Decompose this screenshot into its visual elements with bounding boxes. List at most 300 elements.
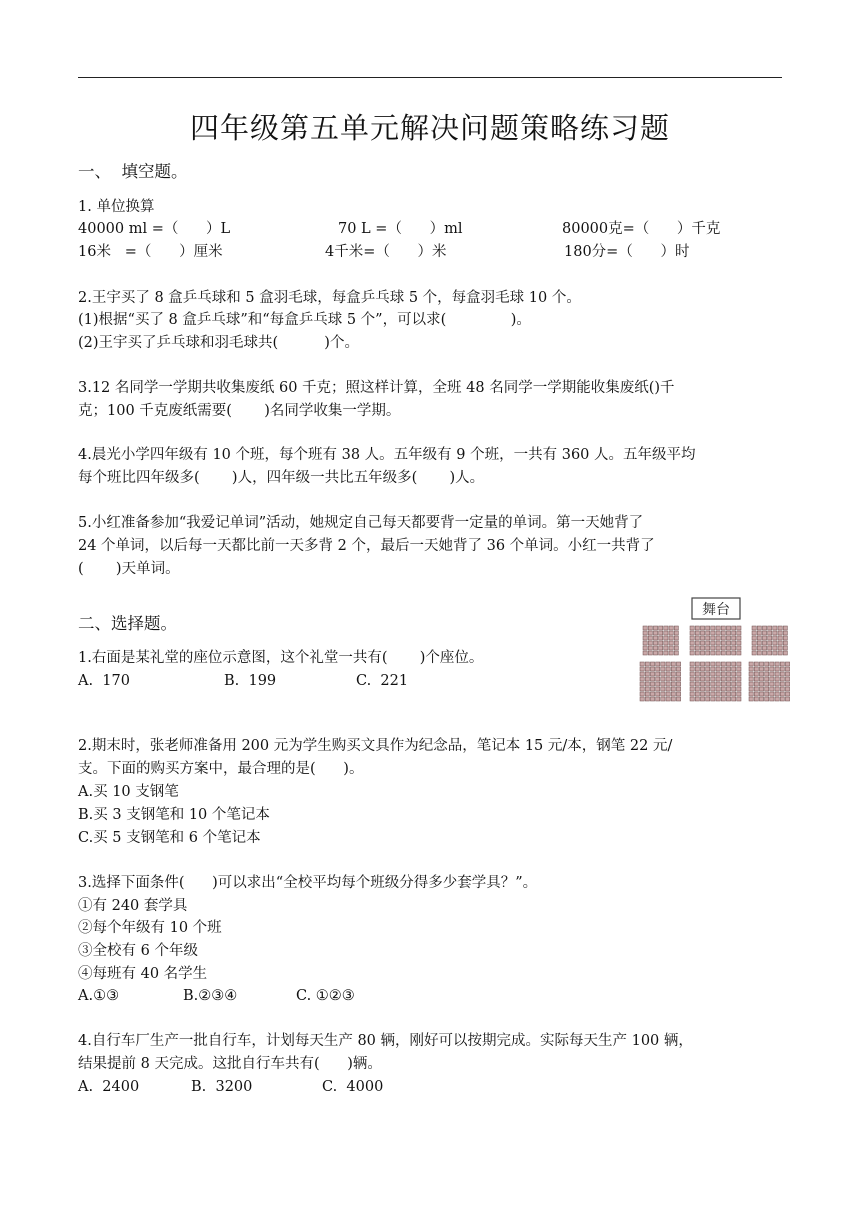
seat (773, 651, 777, 655)
seat (695, 636, 699, 640)
seat (659, 636, 663, 640)
seat (762, 641, 766, 645)
seat (645, 662, 649, 666)
seat (676, 697, 680, 701)
seat (775, 662, 779, 666)
seat (765, 672, 769, 676)
seat (768, 651, 772, 655)
seat (640, 692, 644, 696)
seat (671, 677, 675, 681)
seat (706, 687, 710, 691)
s2-q1-option-a: A. 170 (78, 673, 130, 689)
seat (666, 667, 670, 671)
seat (666, 692, 670, 696)
seat (770, 677, 774, 681)
seat (659, 626, 663, 630)
seat (775, 677, 779, 681)
seat (695, 677, 699, 681)
seat (711, 631, 715, 635)
seat (695, 667, 699, 671)
seat (721, 641, 725, 645)
seat (674, 631, 678, 635)
seat (645, 682, 649, 686)
seat (737, 626, 741, 630)
s2-q2-option-b: B.买 3 支钢笔和 10 个笔记本 (78, 807, 270, 823)
seat (721, 682, 725, 686)
seat (706, 672, 710, 676)
q3-line1: 3.12 名同学一学期共收集废纸 60 千克；照这样计算，全班 48 名同学一学期能收集废纸()千 (78, 380, 675, 396)
seat (721, 651, 725, 655)
seat (643, 641, 647, 645)
seat (676, 662, 680, 666)
seat (780, 697, 784, 701)
seat (726, 631, 730, 635)
seat (783, 626, 787, 630)
seat (775, 672, 779, 676)
seat (656, 692, 660, 696)
seat (659, 651, 663, 655)
seat (669, 636, 673, 640)
section2-heading: 二、选择题。 (78, 614, 177, 633)
seat (656, 662, 660, 666)
seat (650, 662, 654, 666)
s2-q3-option-b: B.②③④ (183, 988, 238, 1004)
q1-r1-c3: 80000克=（ ）千克 (562, 221, 721, 237)
seat (732, 631, 736, 635)
seat (716, 667, 720, 671)
seat (690, 692, 694, 696)
seat (690, 697, 694, 701)
seat (726, 651, 730, 655)
q1-r2-c2: 4千米=（ ）米 (325, 244, 447, 260)
seat (645, 687, 649, 691)
seat (785, 687, 789, 691)
seat (773, 631, 777, 635)
seat (711, 646, 715, 650)
seat (645, 667, 649, 671)
s2-q3-cond1: ①有 240 套学具 (78, 898, 188, 914)
seat (661, 692, 665, 696)
seat (770, 667, 774, 671)
seat (732, 662, 736, 666)
seat (690, 651, 694, 655)
seat (778, 631, 782, 635)
seat (653, 636, 657, 640)
seat (711, 651, 715, 655)
seat (700, 667, 704, 671)
seat (640, 672, 644, 676)
seat (721, 677, 725, 681)
seat (716, 631, 720, 635)
s2-q3-option-a: A.①③ (78, 988, 120, 1004)
s2-q4-option-a: A. 2400 (78, 1079, 140, 1095)
seat (757, 646, 761, 650)
seat (726, 667, 730, 671)
q4-line2: 每个班比四年级多( )人，四年级一共比五年级多( )人。 (78, 470, 485, 486)
seat (759, 672, 763, 676)
seat (671, 672, 675, 676)
seat (726, 677, 730, 681)
seat (716, 636, 720, 640)
seat (721, 662, 725, 666)
seat (700, 631, 704, 635)
seat (716, 677, 720, 681)
seat (650, 687, 654, 691)
seat (666, 682, 670, 686)
seat (650, 677, 654, 681)
seat (671, 667, 675, 671)
seat (759, 662, 763, 666)
seat (700, 697, 704, 701)
seat (643, 651, 647, 655)
seat (726, 646, 730, 650)
seat (676, 687, 680, 691)
seat (643, 626, 647, 630)
seat (780, 667, 784, 671)
seat (706, 667, 710, 671)
seat (706, 677, 710, 681)
seat (778, 641, 782, 645)
seat (785, 667, 789, 671)
seat (721, 636, 725, 640)
seat (783, 651, 787, 655)
seat (640, 667, 644, 671)
seat (765, 667, 769, 671)
seat (757, 651, 761, 655)
seat (690, 662, 694, 666)
seat (732, 677, 736, 681)
seat (711, 636, 715, 640)
seat (783, 641, 787, 645)
seat (716, 692, 720, 696)
seat (690, 682, 694, 686)
seat (770, 687, 774, 691)
seat (754, 697, 758, 701)
seat (695, 697, 699, 701)
seat (737, 651, 741, 655)
seat (721, 631, 725, 635)
q1-r2-c3: 180分=（ ）时 (564, 244, 690, 260)
seat (778, 626, 782, 630)
seat (645, 672, 649, 676)
seat (757, 631, 761, 635)
seat (716, 641, 720, 645)
seat (726, 692, 730, 696)
seat (754, 677, 758, 681)
seat (648, 641, 652, 645)
seat (690, 641, 694, 645)
seat (770, 662, 774, 666)
seat (648, 651, 652, 655)
top-rule (78, 77, 782, 78)
seat (695, 651, 699, 655)
seat (700, 672, 704, 676)
seat (648, 646, 652, 650)
seat (768, 631, 772, 635)
seat (752, 626, 756, 630)
seat (700, 677, 704, 681)
seat (749, 677, 753, 681)
page-title: 四年级第五单元解决问题策略练习题 (189, 111, 670, 145)
seat (754, 667, 758, 671)
seat (671, 692, 675, 696)
seat (721, 697, 725, 701)
seat (656, 677, 660, 681)
seat (664, 646, 668, 650)
seat (661, 672, 665, 676)
seat (690, 631, 694, 635)
seat (765, 662, 769, 666)
seat (775, 692, 779, 696)
seat (690, 646, 694, 650)
seat (653, 646, 657, 650)
seat (695, 646, 699, 650)
seat (650, 667, 654, 671)
seat (643, 636, 647, 640)
s2-q2-line1: 2.期末时，张老师准备用 200 元为学生购买文具作为纪念品，笔记本 15 元/本，钢笔 22 元/ (78, 738, 673, 754)
seat (666, 662, 670, 666)
seat (737, 641, 741, 645)
seat (721, 692, 725, 696)
seat (711, 687, 715, 691)
s2-q4-option-c: C. 4000 (322, 1079, 384, 1095)
seat (700, 651, 704, 655)
seat (669, 646, 673, 650)
seat (785, 677, 789, 681)
seat (754, 682, 758, 686)
seat (653, 651, 657, 655)
seat (706, 646, 710, 650)
s2-q1-text: 1.右面是某礼堂的座位示意图，这个礼堂一共有( )个座位。 (78, 650, 484, 666)
seat (653, 641, 657, 645)
seat (664, 631, 668, 635)
seat (732, 682, 736, 686)
seat (669, 641, 673, 645)
seat (775, 682, 779, 686)
seat (656, 682, 660, 686)
seat (700, 682, 704, 686)
seat (695, 662, 699, 666)
seat (732, 687, 736, 691)
seat (676, 672, 680, 676)
seat (737, 692, 741, 696)
seat (716, 687, 720, 691)
seat (676, 682, 680, 686)
seat (711, 682, 715, 686)
seat (732, 692, 736, 696)
seat (780, 672, 784, 676)
seat (690, 677, 694, 681)
q5-line1: 5.小红准备参加“我爱记单词”活动，她规定自己每天都要背一定量的单词。第一天她背了 (78, 515, 644, 531)
seat (749, 687, 753, 691)
seat (676, 677, 680, 681)
seat (706, 662, 710, 666)
seat (765, 682, 769, 686)
seat (773, 626, 777, 630)
s2-q3-option-c: C. ①②③ (296, 988, 355, 1004)
seat (775, 697, 779, 701)
seat (752, 631, 756, 635)
seat (785, 662, 789, 666)
seat (640, 662, 644, 666)
s2-q2-option-c: C.买 5 支钢笔和 6 个笔记本 (78, 830, 261, 846)
seat (661, 677, 665, 681)
seat (664, 636, 668, 640)
seat (671, 697, 675, 701)
seat (659, 631, 663, 635)
seat (770, 682, 774, 686)
seat (732, 672, 736, 676)
seat (780, 682, 784, 686)
seat (765, 692, 769, 696)
seat (780, 692, 784, 696)
seat (749, 662, 753, 666)
seat (659, 641, 663, 645)
seat (770, 697, 774, 701)
seat (780, 687, 784, 691)
seat (711, 692, 715, 696)
q2-line2: (1)根据“买了 8 盒乒乓球”和“每盒乒乓球 5 个”，可以求( )。 (78, 312, 531, 328)
q2-line1: 2.王宇买了 8 盒乒乓球和 5 盒羽毛球，每盒乒乓球 5 个，每盒羽毛球 10 个。 (78, 290, 581, 306)
seat (640, 687, 644, 691)
q4-line1: 4.晨光小学四年级有 10 个班，每个班有 38 人。五年级有 9 个班，一共有 360 人。五年级平均 (78, 447, 696, 463)
seat (645, 692, 649, 696)
seat (671, 662, 675, 666)
seat (711, 662, 715, 666)
seat (759, 677, 763, 681)
seat (659, 646, 663, 650)
s2-q3-cond4: ④每班有 40 名学生 (78, 966, 208, 982)
seat (768, 641, 772, 645)
seat (732, 636, 736, 640)
seat (671, 682, 675, 686)
seat (737, 687, 741, 691)
seat (648, 631, 652, 635)
seat (716, 662, 720, 666)
seat (700, 692, 704, 696)
s2-q4-line2: 结果提前 8 天完成。这批自行车共有( )辆。 (78, 1056, 382, 1072)
seat (695, 672, 699, 676)
seat (759, 682, 763, 686)
seat (732, 641, 736, 645)
seat (711, 667, 715, 671)
seat (737, 682, 741, 686)
seat (640, 682, 644, 686)
seat (669, 631, 673, 635)
seat (706, 626, 710, 630)
seat (640, 697, 644, 701)
seat (695, 631, 699, 635)
seat (690, 672, 694, 676)
seat (732, 651, 736, 655)
seat (737, 631, 741, 635)
seat (706, 682, 710, 686)
seat (775, 667, 779, 671)
seat (754, 672, 758, 676)
seat (754, 687, 758, 691)
seat (706, 651, 710, 655)
seat (656, 697, 660, 701)
seat (732, 626, 736, 630)
seat (700, 687, 704, 691)
seat (700, 662, 704, 666)
seat (785, 682, 789, 686)
s2-q4-option-b: B. 3200 (191, 1079, 253, 1095)
seat (778, 636, 782, 640)
seat (653, 626, 657, 630)
seat (706, 636, 710, 640)
seat (765, 697, 769, 701)
seat (690, 636, 694, 640)
seat (778, 646, 782, 650)
seat (762, 646, 766, 650)
seat (645, 697, 649, 701)
seat (737, 636, 741, 640)
q1-r2-c1: 16米 =（ ）厘米 (78, 244, 223, 260)
seat (695, 682, 699, 686)
q1-head: 1. 单位换算 (78, 199, 155, 215)
seat (754, 662, 758, 666)
seat (770, 672, 774, 676)
seat (666, 677, 670, 681)
seat (759, 697, 763, 701)
seat (773, 636, 777, 640)
seat (757, 626, 761, 630)
seat (752, 651, 756, 655)
s2-q3-cond2: ②每个年级有 10 个班 (78, 920, 222, 936)
seat (661, 682, 665, 686)
s2-q2-option-a: A.买 10 支钢笔 (78, 784, 179, 800)
seat (737, 662, 741, 666)
seat (690, 667, 694, 671)
seat (785, 672, 789, 676)
s2-q2-line2: 支。下面的购买方案中，最合理的是( )。 (78, 761, 364, 777)
seat (762, 626, 766, 630)
seat (726, 626, 730, 630)
seat (669, 651, 673, 655)
seat (785, 697, 789, 701)
seat (706, 697, 710, 701)
seat (656, 667, 660, 671)
seat (726, 641, 730, 645)
seat (700, 636, 704, 640)
seat (721, 667, 725, 671)
q3-line2: 克；100 千克废纸需要( )名同学收集一学期。 (78, 403, 401, 419)
seat (711, 641, 715, 645)
seat (695, 641, 699, 645)
seat (732, 697, 736, 701)
seat (661, 662, 665, 666)
seat (726, 687, 730, 691)
seat (695, 626, 699, 630)
seat (669, 626, 673, 630)
seat (732, 667, 736, 671)
seat (759, 667, 763, 671)
seat (737, 667, 741, 671)
seat (695, 687, 699, 691)
seat (666, 697, 670, 701)
seat (762, 636, 766, 640)
seat (721, 672, 725, 676)
seat (749, 692, 753, 696)
seat (737, 646, 741, 650)
seat (706, 692, 710, 696)
seat (752, 641, 756, 645)
seat (648, 626, 652, 630)
seat (643, 646, 647, 650)
seat (752, 636, 756, 640)
seat (737, 672, 741, 676)
